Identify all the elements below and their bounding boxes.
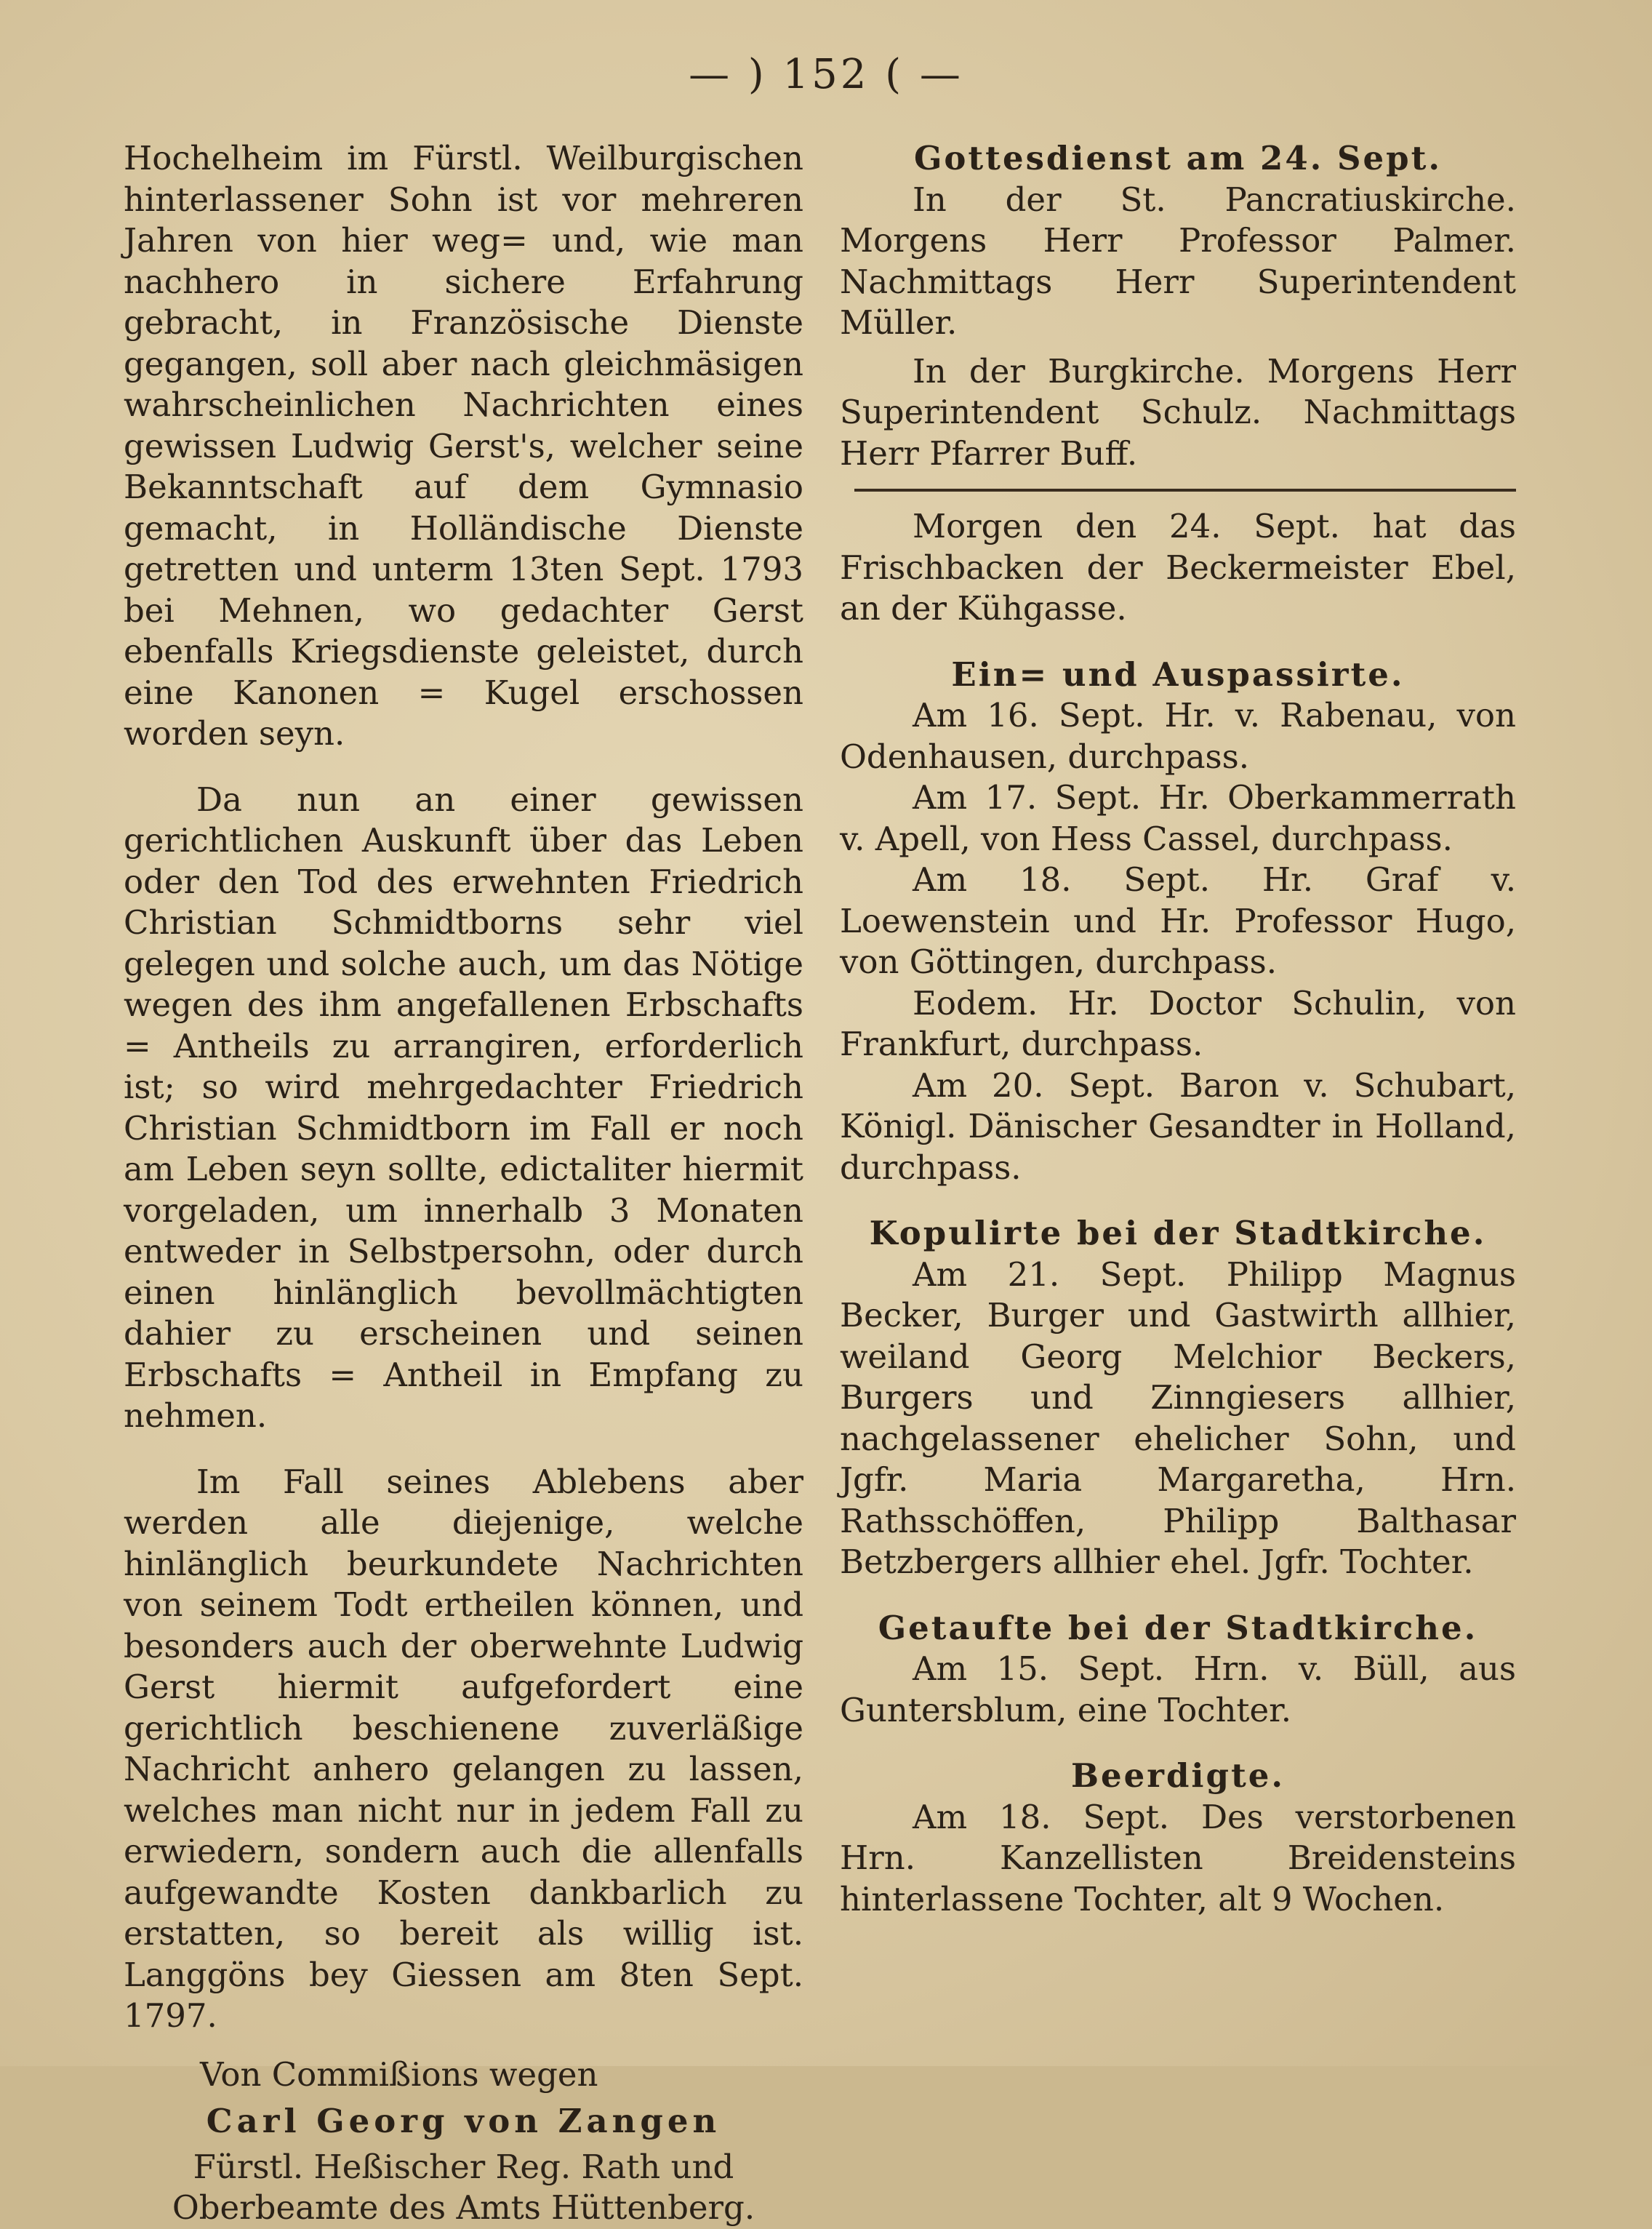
service-burgkirche: In der Burgkirche. Morgens Herr Superintendent Schulz. Nachmittags Herr Pfarrer Buff. [840, 351, 1516, 473]
section-divider [854, 489, 1516, 492]
passenger-entry: Eodem. Hr. Doctor Schulin, von Frankfurt, durchpass. [840, 983, 1516, 1063]
heading-gottesdienst: Gottesdienst am 24. Sept. [913, 139, 1443, 177]
passenger-entry: Am 17. Sept. Hr. Oberkammerrath v. Apell, von Hess Cassel, durchpass. [840, 778, 1516, 858]
burial-entry: Am 18. Sept. Des verstorbenen Hrn. Kanzellisten Breidensteins hinterlassene Tochter, alt 9 Wochen. [840, 1797, 1516, 1918]
notice-paragraph-1: Hochelheim im Fürstl. Weilburgischen hinterlassener Sohn ist vor mehreren Jahren von hier weg= und, wie man nachhero in sichere Erfahrung gebracht, in Französische Dienste gegangen, soll aber nach gleichmäsigen wahrscheinlichen Nachrichten eines gewissen Ludwig Gerst's, welcher seine Bekanntschaft auf dem Gymnasio gemacht, in Holländische Dienste getretten und unterm 13ten Sept. 1793 bei Mehnen, wo gedachter Gerst ebenfalls Kriegsdienste geleistet, durch eine Kanonen = Kugel erschossen worden seyn. [124, 139, 803, 753]
service-pancratius: In der St. Pancratiuskirche. Morgens Herr Professor Palmer. Nachmittags Herr Superintendent Müller. [840, 180, 1516, 342]
passenger-entry: Am 18. Sept. Hr. Graf v. Loewenstein und Hr. Professor Hugo, von Göttingen, durchpass. [840, 860, 1516, 981]
passenger-entry: Am 16. Sept. Hr. v. Rabenau, von Odenhausen, durchpass. [840, 696, 1516, 776]
notice-paragraph-3: Im Fall seines Ablebens aber werden alle diejenige, welche hinlänglich beurkundete Nachrichten von seinem Todt ertheilen können, und besonders auch der oberwehnte Ludwig Gerst hiermit aufgefordert eine gerichtlich beschienene zuverläßige Nachricht anhero gelangen zu lassen, welches man nicht nur in jedem Fall zu erwiedern, sondern auch die allenfalls aufgewandte Kosten dankbarlich zu erstatten, so bereit als willig ist. Langgöns bey Giessen am 8ten Sept. 1797. [124, 1462, 803, 2035]
left-column [124, 138, 803, 2229]
heading-burials: Beerdigte. [1070, 1756, 1286, 1795]
signatory-name: Carl Georg von Zangen [206, 2102, 721, 2140]
notice-paragraph-2: Da nun an einer gewissen gerichtlichen Auskunft über das Leben oder den Tod des erwehnten Friedrich Christian Schmidtborns sehr viel gelegen und solche auch, um das Nötige wegen des ihm angefallenen Erbschafts = Antheils zu arrangiren, erforderlich ist; so wird mehrgedachter Friedrich Christian Schmidtborn im Fall er noch am Leben seyn sollte, edictaliter hiermit vorgeladen, um innerhalb 3 Monaten entweder in Selbstpersohn, oder durch einen hinlänglich bevollmächtigten dahier zu erscheinen und seinen Erbschafts = Antheil in Empfang zu nehmen. [124, 780, 803, 1435]
baker-notice: Morgen den 24. Sept. hat das Frischbacken der Beckermeister Ebel, an der Kühgasse. [840, 507, 1516, 628]
baptism-entry: Am 15. Sept. Hrn. v. Büll, aus Guntersblum, eine Tochter. [840, 1649, 1516, 1729]
signatory-title: Fürstl. Heßischer Reg. Rath und Oberbeamte des Amts Hüttenberg. [172, 2147, 755, 2227]
heading-passengers: Ein= und Auspassirte. [951, 655, 1405, 694]
passenger-entry: Am 20. Sept. Baron v. Schubart, Königl. Dänischer Gesandter in Holland, durchpass. [840, 1065, 1516, 1187]
marriage-entry: Am 21. Sept. Philipp Magnus Becker, Burger und Gastwirth allhier, weiland Georg Melchior Beckers, Burgers und Zinngiesers allhier, nachgelassener ehelicher Sohn, und Jgfr. Maria Margaretha, Hrn. Rathsschöffen, Philipp Balthasar Betzbergers allhier ehel. Jgfr. Tochter. [840, 1254, 1516, 1581]
signoff-line: Von Commißions wegen [200, 2054, 598, 2094]
heading-marriages: Kopulirte bei der Stadtkirche. [869, 1214, 1487, 1252]
page-number-header: — ) 152 ( — [689, 51, 963, 98]
right-column [840, 138, 1516, 1920]
heading-baptisms: Getaufte bei der Stadtkirche. [878, 1608, 1478, 1647]
